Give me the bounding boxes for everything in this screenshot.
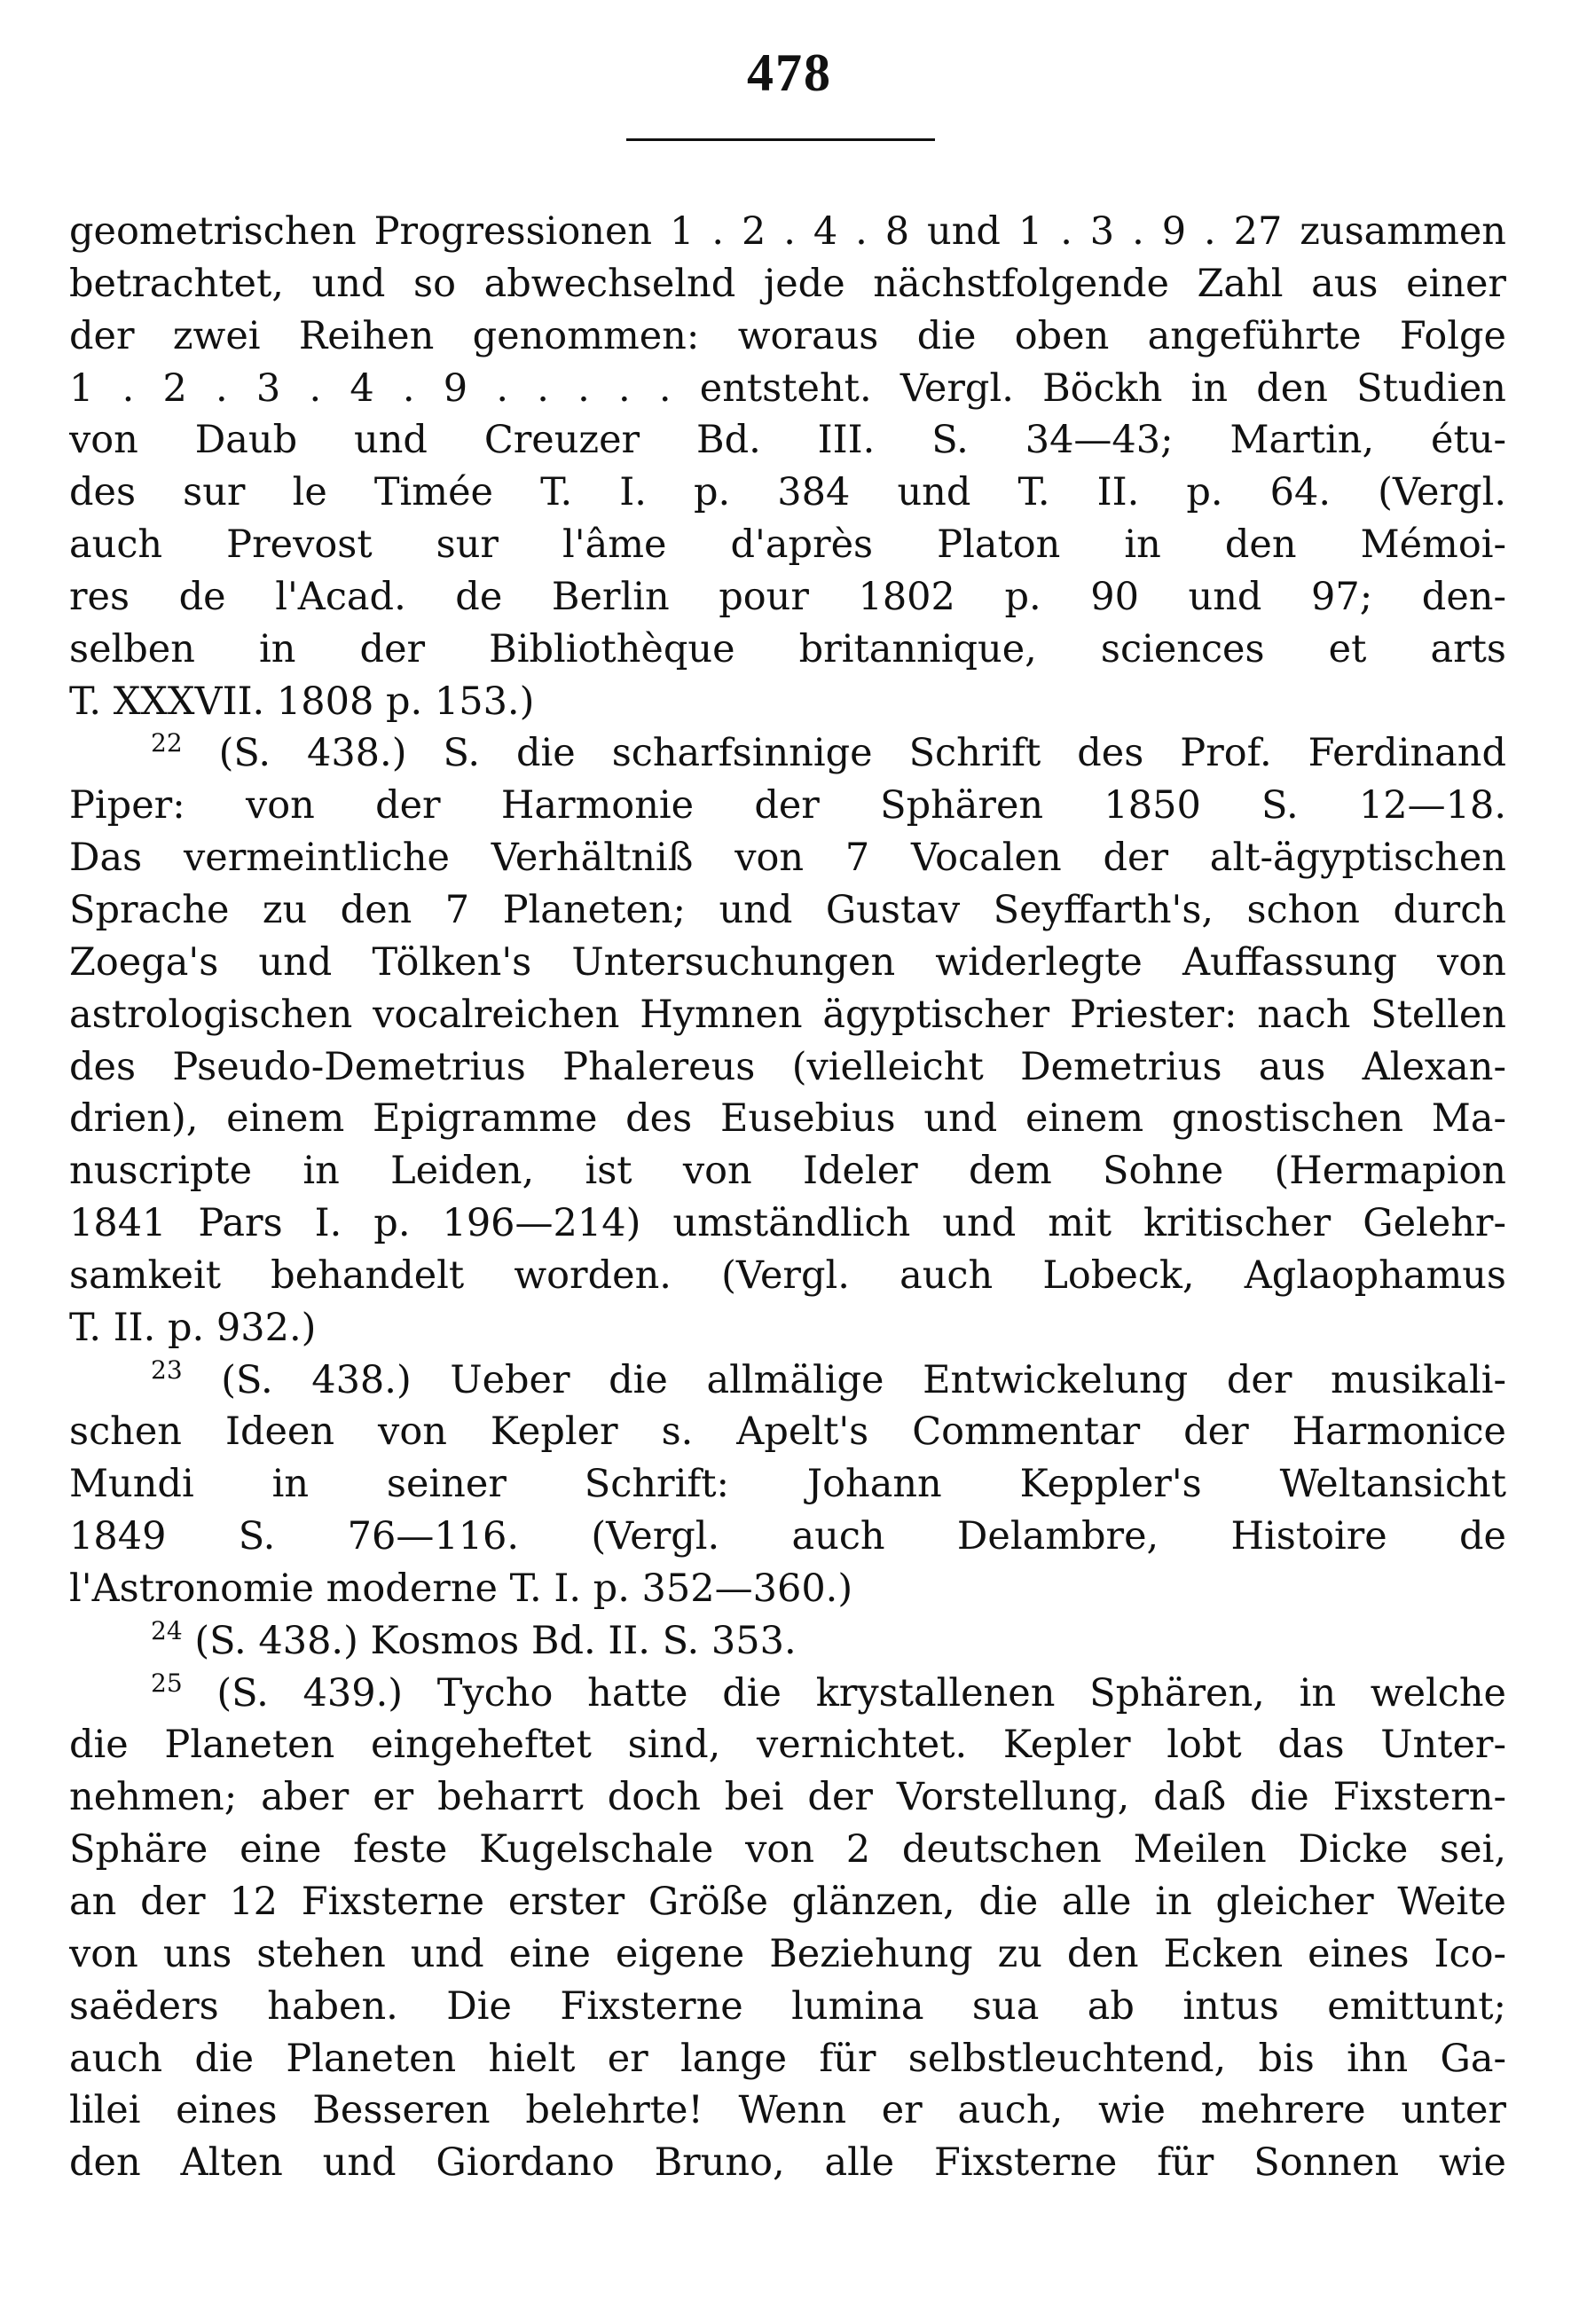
- line-text: an der 12 Fixsterne erster Größe glänzen, die alle in gleicher Weite: [69, 1880, 1506, 1924]
- line-text: des sur le Timée T. I. p. 384 und T. II. p. 64. (Vergl.: [69, 470, 1506, 515]
- line-text: saëders haben. Die Fixsterne lumina sua ab intus emittunt;: [69, 1983, 1506, 2029]
- line-text: 1 . 2 . 3 . 4 . 9 . . . . . entsteht. Vergl. Böckh in den Studien: [69, 365, 1506, 411]
- text-line: [69, 937, 1506, 989]
- line-text: den Alten und Giordano Bruno, alle Fixsterne für Sonnen wie: [69, 2140, 1506, 2186]
- line-text: geometrischen Progressionen 1 . 2 . 4 . 8 und 1 . 3 . 9 . 27 zusammen: [69, 209, 1506, 254]
- text-line: [69, 1041, 1506, 1094]
- text-line: [69, 2085, 1506, 2137]
- text-line: [69, 1563, 1506, 1615]
- line-text: von Daub und Creuzer Bd. III. S. 34—43; Martin, étu-: [69, 418, 1506, 463]
- line-text: des Pseudo-Demetrius Phalereus (vielleicht Demetrius aus Alexan-: [69, 1044, 1506, 1089]
- text-line: [69, 1615, 1506, 1668]
- line-text: schen Ideen von Kepler s. Apelt's Commentar der Harmonice: [69, 1409, 1506, 1455]
- text-line: [69, 624, 1506, 676]
- line-text: res de l'Acad. de Berlin pour 1802 p. 90 und 97; den-: [69, 574, 1506, 619]
- footnote-number: 22: [151, 728, 183, 758]
- line-text: T. XXXVII. 1808 p. 153.): [69, 679, 535, 724]
- line-text: 1849 S. 76—116. (Vergl. auch Delambre, Histoire de: [69, 1514, 1506, 1559]
- text-line: [69, 780, 1506, 832]
- footnote-number: 25: [151, 1668, 183, 1698]
- line-text: lilei eines Besseren belehrte! Wenn er auch, wie mehrere unter: [69, 2088, 1506, 2133]
- text-line: [69, 1145, 1506, 1197]
- text-line: [69, 989, 1506, 1041]
- line-text: betrachtet, und so abwechselnd jede nächstfolgende Zahl aus einer: [69, 261, 1506, 306]
- text-line: [69, 1197, 1506, 1250]
- footnote-number: 23: [151, 1354, 183, 1385]
- text-line: [69, 1093, 1506, 1145]
- text-line: [69, 571, 1506, 624]
- line-text: T. II. p. 932.): [69, 1305, 317, 1350]
- text-line: [69, 363, 1506, 415]
- line-text: l'Astronomie moderne T. I. p. 352—360.): [69, 1566, 853, 1611]
- line-text: selben in der Bibliothèque britannique, sciences et arts: [69, 626, 1506, 671]
- text-line: [69, 1824, 1506, 1876]
- text-line: [69, 1354, 1506, 1407]
- line-text: Zoega's und Tölken's Untersuchungen widerlegte Auffassung von: [69, 939, 1506, 985]
- line-text: drien), einem Epigramme des Eusebius und einem gnostischen Ma-: [69, 1096, 1506, 1142]
- text-line: [69, 1250, 1506, 1302]
- text-line: [69, 1876, 1506, 1928]
- text-line: [69, 310, 1506, 363]
- line-text: (S. 438.) Kosmos Bd. II. S. 353.: [194, 1618, 797, 1663]
- text-line: [69, 258, 1506, 310]
- text-line: [69, 2033, 1506, 2085]
- text-line: [69, 1719, 1506, 1771]
- text-line: [69, 884, 1506, 937]
- line-text: auch Prevost sur l'âme d'après Platon in den Mémoi-: [69, 522, 1506, 568]
- text-line: [69, 1981, 1506, 2033]
- line-text: die Planeten eingeheftet sind, vernichtet. Kepler lobt das Unter-: [69, 1723, 1506, 1768]
- text-line: [69, 1771, 1506, 1824]
- text-line: [69, 519, 1506, 571]
- line-text: Das vermeintliche Verhältniß von 7 Vocalen der alt-ägyptischen: [69, 836, 1506, 881]
- line-text: (S. 438.) Ueber die allmälige Entwickelung der musikali-: [221, 1357, 1506, 1402]
- line-text: 1841 Pars I. p. 196—214) umständlich und mit kritischer Gelehr-: [69, 1201, 1506, 1246]
- text-line: [69, 206, 1506, 258]
- line-text: von uns stehen und eine eigene Beziehung zu den Ecken eines Ico-: [69, 1931, 1506, 1976]
- text-line: [69, 1511, 1506, 1563]
- text-line: [69, 1302, 1506, 1354]
- text-line: [69, 727, 1506, 780]
- line-text: samkeit behandelt worden. (Vergl. auch Lobeck, Aglaophamus: [69, 1252, 1506, 1298]
- text-line: [69, 676, 1506, 728]
- line-text: Sprache zu den 7 Planeten; und Gustav Seyffarth's, schon durch: [69, 887, 1506, 932]
- line-text: Piper: von der Harmonie der Sphären 1850 S. 12—18.: [69, 783, 1506, 828]
- line-text: Mundi in seiner Schrift: Johann Keppler's Weltansicht: [69, 1462, 1506, 1507]
- footnote-number: 24: [151, 1615, 183, 1645]
- page-number: 478: [747, 43, 832, 102]
- line-text: nehmen; aber er beharrt doch bei der Vorstellung, daß die Fixstern-: [69, 1775, 1506, 1820]
- text-line: [69, 2137, 1506, 2189]
- line-text: nuscripte in Leiden, ist von Ideler dem Sohne (Hermapion: [69, 1149, 1506, 1194]
- header-rule: [626, 138, 935, 141]
- text-line: [69, 1928, 1506, 1981]
- line-text: der zwei Reihen genommen: woraus die oben angeführte Folge: [69, 313, 1506, 358]
- text-line: [69, 832, 1506, 884]
- text-line: [69, 1668, 1506, 1720]
- line-text: auch die Planeten hielt er lange für selbstleuchtend, bis ihn Ga-: [69, 2036, 1506, 2081]
- line-text: (S. 439.) Tycho hatte die krystallenen Sphären, in welche: [216, 1670, 1506, 1716]
- line-text: (S. 438.) S. die scharfsinnige Schrift des Prof. Ferdinand: [218, 731, 1506, 776]
- footnote-text-block: [69, 206, 1506, 2189]
- text-line: [69, 1458, 1506, 1511]
- text-line: [69, 1406, 1506, 1458]
- text-line: [69, 467, 1506, 519]
- text-line: [69, 414, 1506, 467]
- line-text: astrologischen vocalreichen Hymnen ägyptischer Priester: nach Stellen: [69, 992, 1506, 1037]
- line-text: Sphäre eine feste Kugelschale von 2 deutschen Meilen Dicke sei,: [69, 1827, 1506, 1873]
